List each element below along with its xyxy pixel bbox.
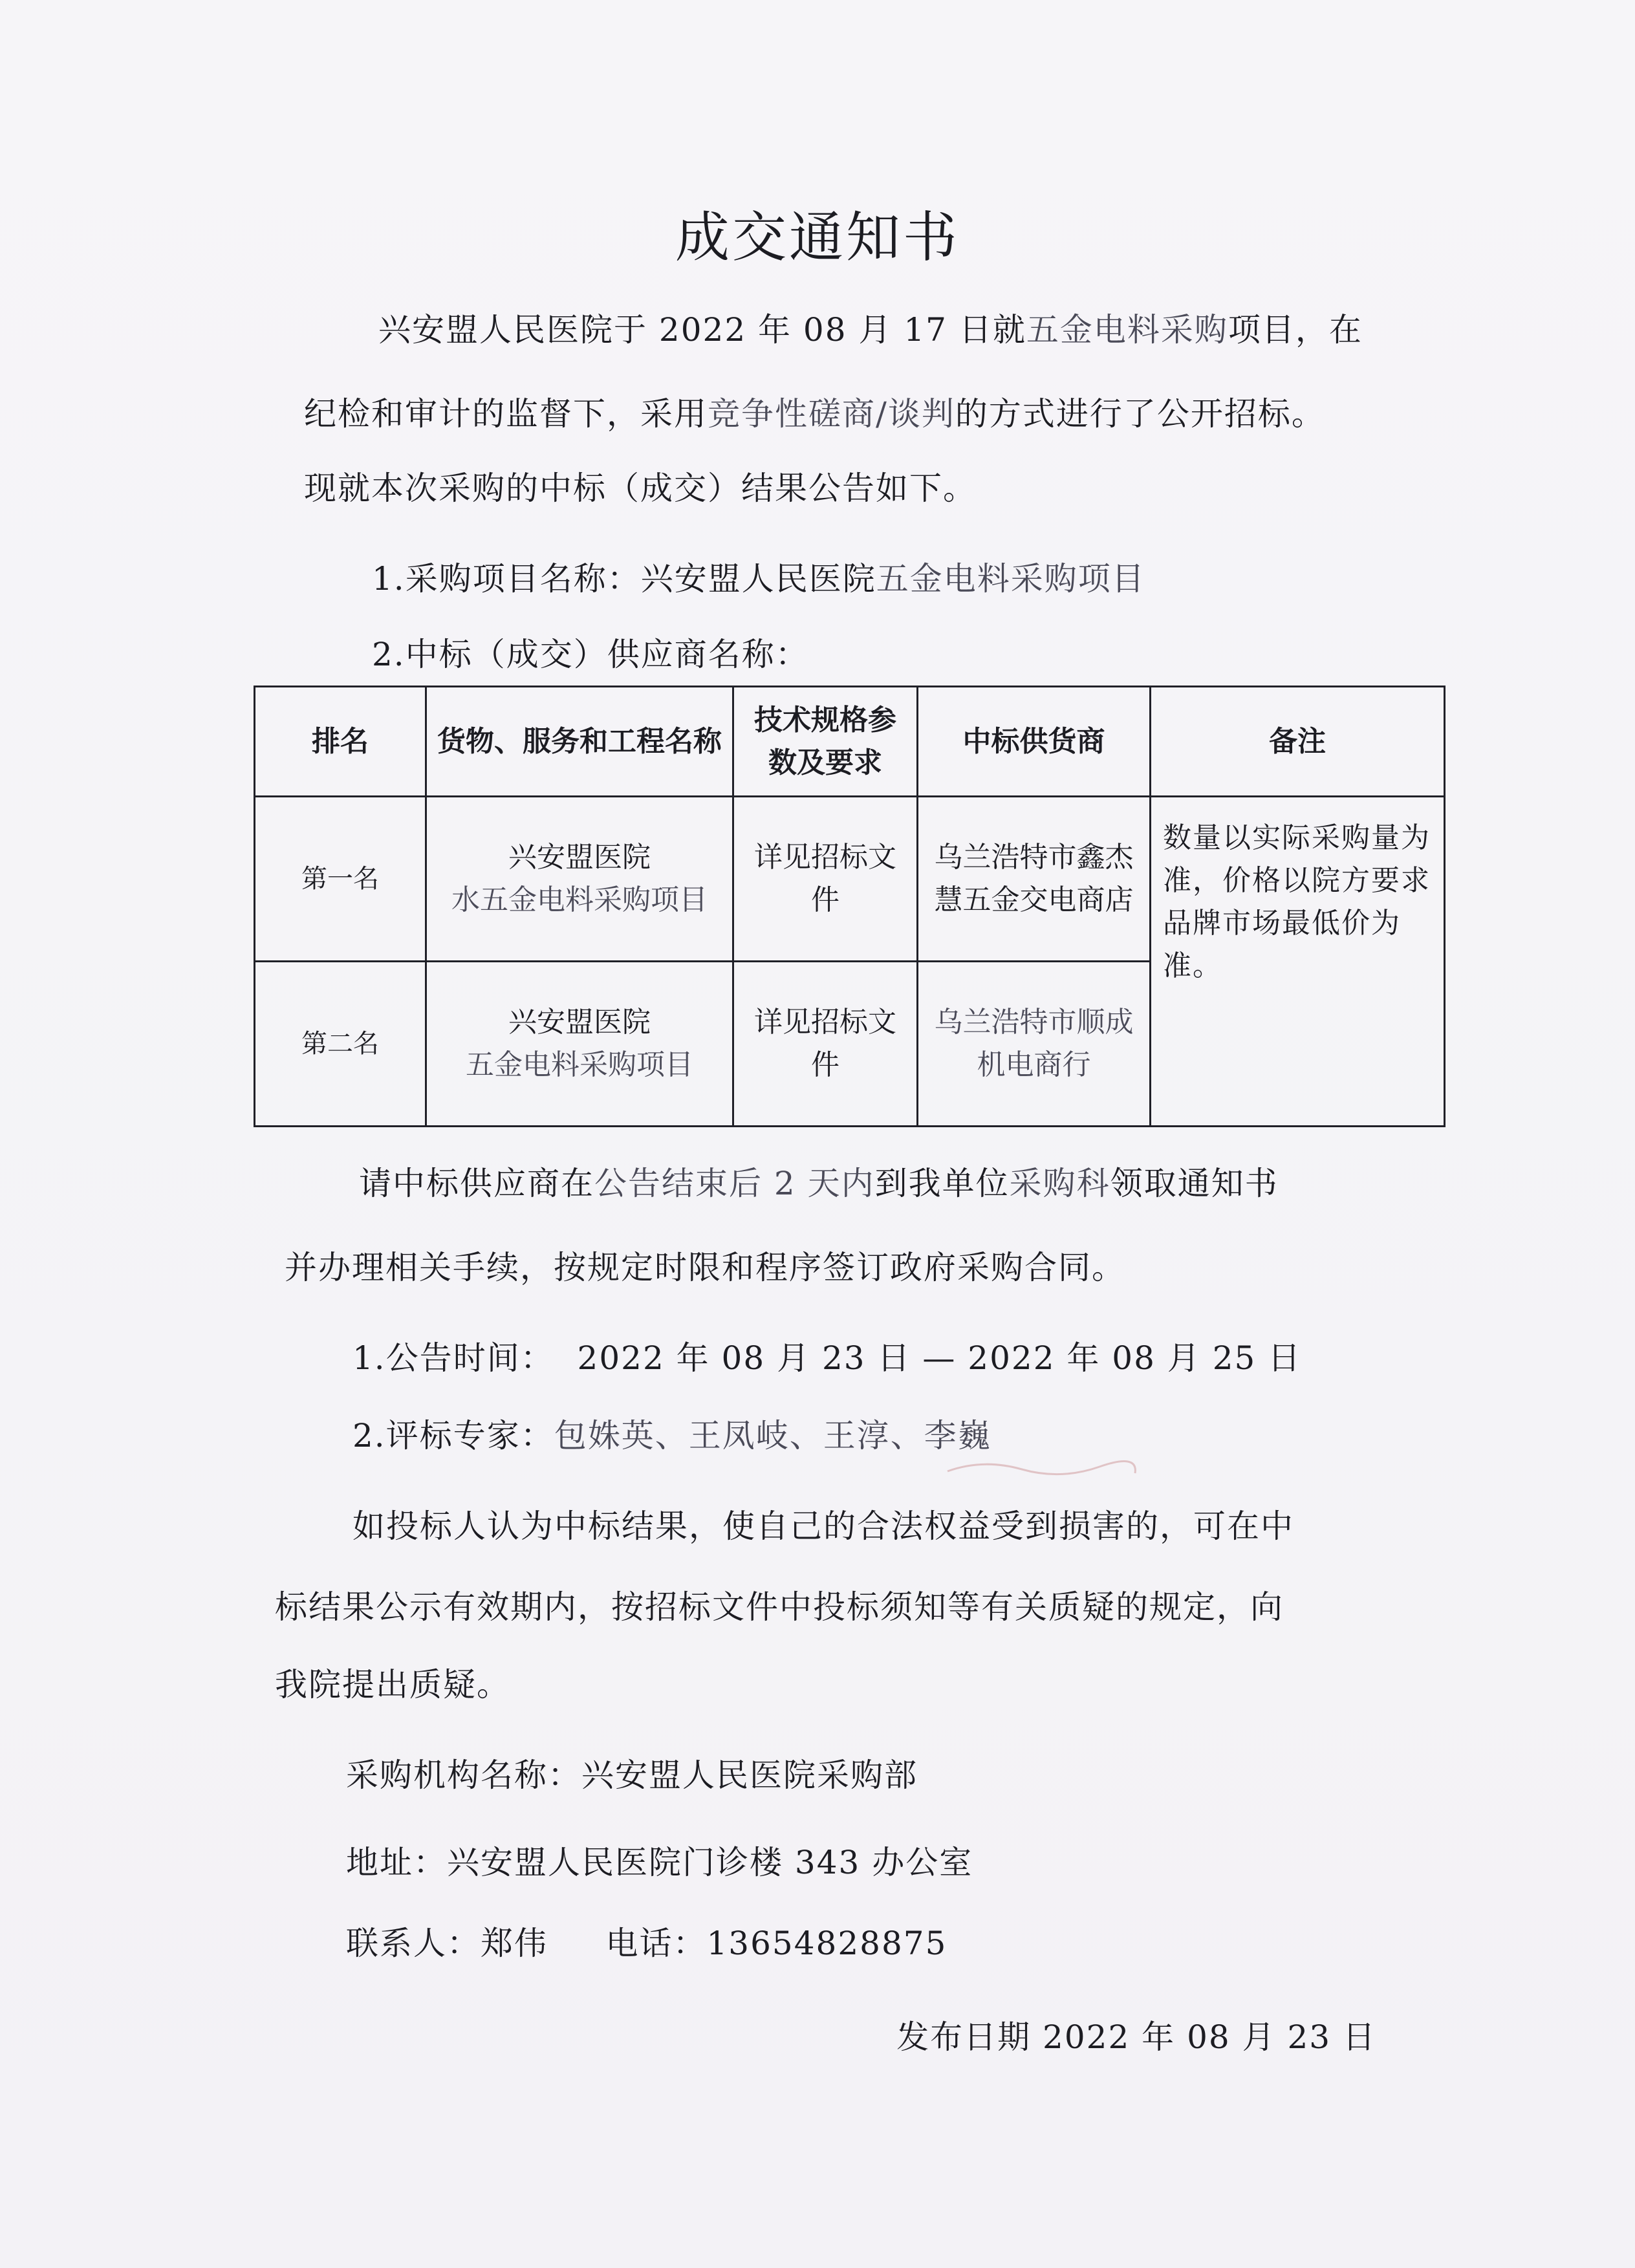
goods-cell	[426, 797, 733, 962]
item-label: 1.采购项目名称：兴安盟人民医院	[372, 560, 876, 598]
supplier-cell: 乌兰浩特市顺成机电商行	[918, 962, 1151, 1127]
rank-cell: 第二名	[255, 962, 426, 1127]
award-table	[254, 686, 1446, 1127]
header-supplier: 中标供货商	[918, 687, 1151, 797]
header-remark: 备注	[1151, 687, 1445, 797]
goods-line: 水五金电料采购项目	[451, 883, 708, 916]
goods-line: 五金电料采购项目	[466, 1048, 693, 1081]
intro-text: 的方式进行了公开招标。	[955, 395, 1325, 433]
objection-line-3: 我院提出质疑。	[275, 1666, 510, 1703]
item-project-name	[372, 553, 1145, 599]
contact-phone: 电话：13654828875	[605, 1925, 947, 1962]
contact	[346, 1917, 947, 1964]
table-row	[255, 797, 1445, 962]
announce-time-label: 1.公告时间：	[352, 1339, 554, 1377]
objection-line-1: 如投标人认为中标结果，使自己的合法权益受到损害的，可在中	[352, 1507, 1294, 1545]
spec-cell: 详见招标文件	[733, 797, 918, 962]
address: 地址：兴安盟人民医院门诊楼 343 办公室	[346, 1844, 973, 1881]
announce-time	[352, 1332, 1301, 1379]
objection-line-2: 标结果公示有效期内，按招标文件中投标须知等有关质疑的规定，向	[275, 1588, 1284, 1626]
notice-text: 请中标供应商在	[359, 1165, 594, 1202]
goods-line: 兴安盟医院	[508, 1006, 651, 1039]
notice-text: 到我单位	[874, 1165, 1010, 1202]
header-goods: 货物、服务和工程名称	[426, 687, 733, 797]
item-value: 五金电料采购项目	[876, 560, 1145, 598]
spec-cell: 详见招标文件	[733, 962, 918, 1127]
notice-line-1	[359, 1158, 1279, 1204]
release-date: 发布日期 2022 年 08 月 23 日	[896, 2018, 1376, 2056]
goods-cell	[426, 962, 733, 1127]
notice-department: 采购科	[1009, 1165, 1110, 1202]
agency-name: 采购机构名称：兴安盟人民医院采购部	[346, 1756, 918, 1794]
procurement-method: 竞争性磋商/谈判	[708, 395, 955, 433]
notice-deadline: 公告结束后 2 天内	[594, 1165, 875, 1202]
experts-value: 包姝英、王凤岐、王淳、李巍	[554, 1417, 991, 1454]
document-title: 成交通知书	[675, 206, 960, 269]
remark-cell: 数量以实际采购量为准，价格以院方要求品牌市场最低价为准。	[1151, 797, 1445, 1127]
intro-text: 纪检和审计的监督下，采用	[304, 395, 708, 433]
rank-cell: 第一名	[255, 797, 426, 962]
faint-stamp-mark	[944, 1455, 1138, 1481]
intro-line-3: 现就本次采购的中标（成交）结果公告如下。	[304, 470, 977, 507]
announce-time-value: 2022 年 08 月 23 日 — 2022 年 08 月 25 日	[577, 1339, 1302, 1377]
intro-text: 项目，在	[1228, 311, 1363, 349]
notice-line-2: 并办理相关手续，按规定时限和程序签订政府采购合同。	[285, 1249, 1125, 1286]
intro-line-2	[304, 388, 1325, 435]
contact-person: 联系人：郑伟	[346, 1925, 548, 1962]
experts	[352, 1410, 991, 1456]
intro-text: 兴安盟人民医院于 2022 年 08 月 17 日就	[378, 311, 1026, 349]
notice-text: 领取通知书	[1110, 1165, 1279, 1202]
header-rank: 排名	[255, 687, 426, 797]
goods-line: 兴安盟医院	[508, 841, 651, 874]
header-spec: 技术规格参数及要求	[733, 687, 918, 797]
item-supplier-heading: 2.中标（成交）供应商名称：	[372, 636, 809, 673]
table-header-row	[255, 687, 1445, 797]
intro-line-1	[378, 304, 1363, 351]
experts-label: 2.评标专家：	[352, 1417, 554, 1454]
supplier-cell: 乌兰浩特市鑫杰慧五金交电商店	[918, 797, 1151, 962]
project-name: 五金电料采购	[1026, 311, 1228, 349]
